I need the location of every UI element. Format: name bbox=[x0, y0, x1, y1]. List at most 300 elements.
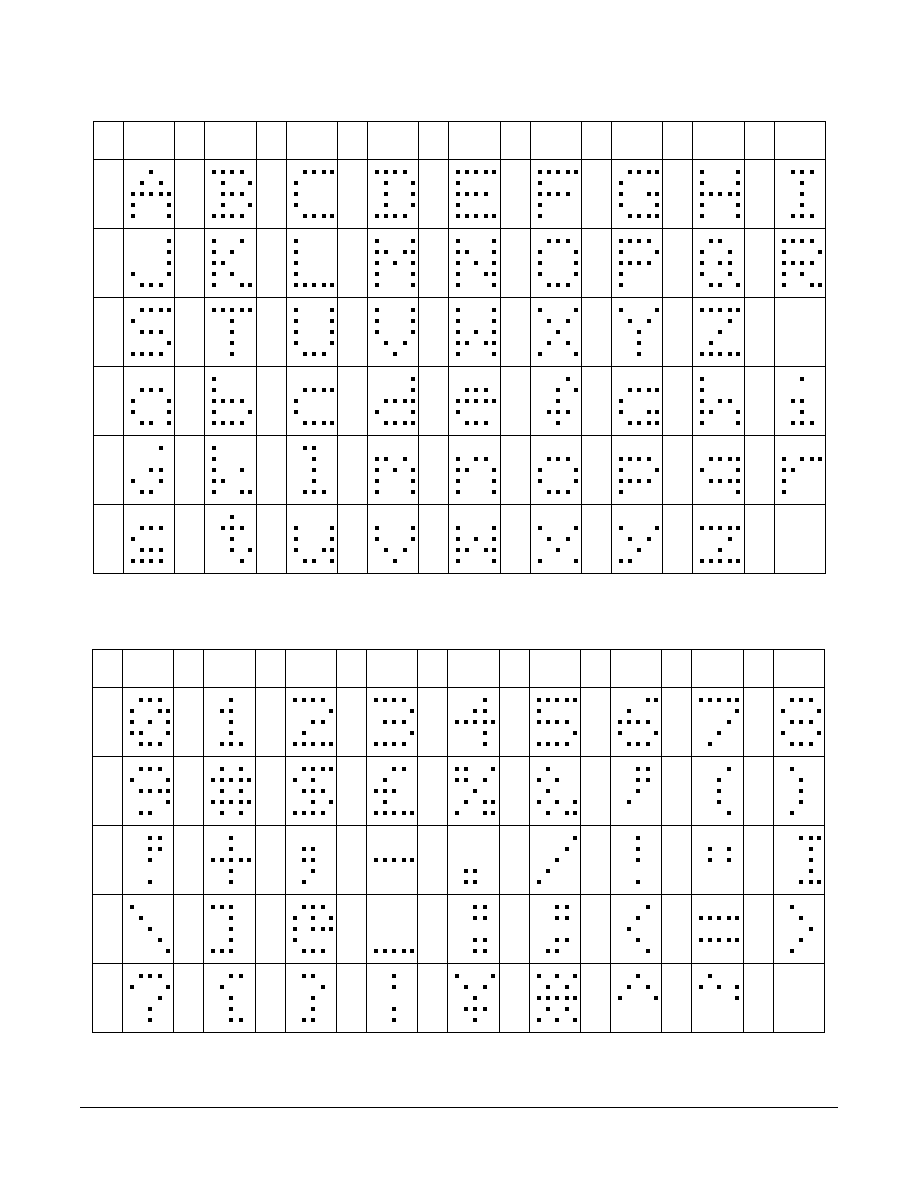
glyph-cell bbox=[124, 367, 175, 436]
glyph-dot bbox=[402, 720, 406, 724]
glyph-cell bbox=[124, 160, 175, 229]
glyph-dot bbox=[709, 239, 713, 243]
glyph-dot bbox=[455, 811, 459, 815]
glyph-dot bbox=[538, 261, 542, 265]
glyph-dot bbox=[790, 767, 794, 771]
row-label-cell bbox=[94, 505, 124, 574]
glyph-dot bbox=[565, 1007, 569, 1011]
glyph-dot bbox=[700, 203, 704, 207]
glyph-dot bbox=[148, 880, 152, 884]
glyph-dot bbox=[374, 698, 378, 702]
glyph-dot bbox=[555, 996, 559, 1000]
glyph-dot bbox=[628, 559, 632, 563]
glyph-dot bbox=[727, 767, 731, 771]
glyph-dot bbox=[547, 457, 551, 461]
glyph-dot bbox=[240, 192, 244, 196]
glyph-dot bbox=[248, 410, 252, 414]
dot-matrix-glyph bbox=[531, 298, 582, 365]
glyph-dot bbox=[456, 410, 460, 414]
glyph-dot bbox=[546, 767, 550, 771]
glyph-dot bbox=[220, 858, 224, 862]
glyph-dot bbox=[636, 836, 640, 840]
dot-matrix-glyph bbox=[204, 826, 255, 893]
glyph-dot bbox=[456, 319, 460, 323]
glyph-dot bbox=[240, 239, 244, 243]
glyph-dot bbox=[647, 239, 651, 243]
glyph-dot bbox=[736, 203, 740, 207]
glyph-dot bbox=[455, 974, 459, 978]
glyph-dot bbox=[239, 767, 243, 771]
glyph-dot bbox=[537, 698, 541, 702]
dot-matrix-glyph bbox=[368, 505, 419, 572]
header-cell bbox=[692, 650, 743, 688]
glyph-dot bbox=[636, 858, 640, 862]
glyph-dot bbox=[383, 698, 387, 702]
glyph-dot bbox=[411, 479, 415, 483]
dot-matrix-glyph bbox=[124, 367, 175, 434]
glyph-dot bbox=[375, 308, 379, 312]
dot-matrix-glyph bbox=[367, 826, 418, 893]
glyph-dot bbox=[790, 811, 794, 815]
glyph-dot bbox=[167, 410, 171, 414]
glyph-dot bbox=[303, 170, 307, 174]
header-cell bbox=[93, 650, 123, 688]
glyph-dot bbox=[220, 709, 224, 713]
glyph-dot bbox=[384, 214, 388, 218]
glyph-dot bbox=[330, 330, 334, 334]
glyph-dot bbox=[212, 377, 216, 381]
dot-matrix-glyph bbox=[775, 505, 826, 572]
glyph-dot bbox=[247, 858, 251, 862]
glyph-dot bbox=[547, 192, 551, 196]
glyph-dot bbox=[312, 446, 316, 450]
glyph-dot bbox=[167, 272, 171, 276]
glyph-dot bbox=[628, 388, 632, 392]
glyph-dot bbox=[718, 239, 722, 243]
row-label-cell bbox=[499, 688, 529, 757]
dot-matrix-glyph bbox=[449, 367, 500, 434]
dot-matrix-glyph bbox=[448, 895, 499, 962]
glyph-dot bbox=[229, 698, 233, 702]
row-label-cell bbox=[256, 229, 286, 298]
glyph-dot bbox=[636, 880, 640, 884]
glyph-dot bbox=[566, 170, 570, 174]
glyph-dot bbox=[546, 720, 550, 724]
dot-matrix-glyph bbox=[612, 160, 663, 227]
glyph-dot bbox=[655, 250, 659, 254]
glyph-dot bbox=[700, 214, 704, 218]
row-label-cell bbox=[419, 298, 449, 367]
glyph-dot bbox=[166, 985, 170, 989]
glyph-dot bbox=[322, 548, 326, 552]
row-label-cell bbox=[256, 160, 286, 229]
glyph-dot bbox=[718, 352, 722, 356]
glyph-dot bbox=[700, 410, 704, 414]
header-row bbox=[93, 650, 825, 688]
dot-matrix-glyph bbox=[368, 298, 419, 365]
glyph-dot bbox=[655, 203, 659, 207]
glyph-cell bbox=[286, 160, 337, 229]
glyph-cell bbox=[693, 436, 744, 505]
glyph-dot bbox=[717, 778, 721, 782]
glyph-dot bbox=[411, 319, 415, 323]
glyph-dot bbox=[410, 858, 414, 862]
glyph-dot bbox=[312, 170, 316, 174]
glyph-cell bbox=[368, 298, 419, 367]
glyph-dot bbox=[456, 548, 460, 552]
dot-matrix-glyph bbox=[692, 895, 743, 962]
glyph-dot bbox=[392, 698, 396, 702]
glyph-cell bbox=[530, 367, 581, 436]
glyph-cell bbox=[123, 757, 174, 826]
glyph-dot bbox=[708, 698, 712, 702]
glyph-dot bbox=[574, 261, 578, 265]
glyph-dot bbox=[383, 742, 387, 746]
glyph-dot bbox=[556, 239, 560, 243]
glyph-dot bbox=[654, 996, 658, 1000]
glyph-dot bbox=[546, 789, 550, 793]
glyph-dot bbox=[700, 250, 704, 254]
glyph-cell bbox=[367, 826, 418, 895]
dot-matrix-glyph bbox=[774, 895, 825, 962]
glyph-dot bbox=[619, 399, 623, 403]
glyph-cell bbox=[774, 505, 825, 574]
glyph-dot bbox=[303, 559, 307, 563]
glyph-dot bbox=[166, 709, 170, 713]
glyph-cell bbox=[692, 688, 743, 757]
glyph-dot bbox=[239, 789, 243, 793]
row-label-cell bbox=[175, 298, 205, 367]
glyph-dot bbox=[221, 399, 225, 403]
glyph-dot bbox=[619, 457, 623, 461]
glyph-dot bbox=[556, 410, 560, 414]
glyph-dot bbox=[374, 811, 378, 815]
glyph-cell bbox=[693, 298, 744, 367]
glyph-dot bbox=[547, 239, 551, 243]
glyph-dot bbox=[782, 250, 786, 254]
glyph-dot bbox=[159, 559, 163, 563]
glyph-dot bbox=[403, 170, 407, 174]
row-label-cell bbox=[418, 895, 448, 964]
glyph-dot bbox=[484, 170, 488, 174]
row-label-cell bbox=[337, 367, 367, 436]
glyph-dot bbox=[302, 698, 306, 702]
glyph-dot bbox=[159, 526, 163, 530]
glyph-dot bbox=[411, 468, 415, 472]
glyph-dot bbox=[718, 526, 722, 530]
glyph-dot bbox=[700, 170, 704, 174]
glyph-dot bbox=[220, 767, 224, 771]
glyph-dot bbox=[456, 250, 460, 254]
glyph-dot bbox=[248, 548, 252, 552]
dot-matrix-glyph bbox=[368, 367, 419, 434]
glyph-cell bbox=[205, 229, 256, 298]
glyph-dot bbox=[330, 170, 334, 174]
glyph-dot bbox=[240, 490, 244, 494]
glyph-dot bbox=[736, 559, 740, 563]
header-cell bbox=[368, 122, 419, 160]
glyph-dot bbox=[736, 479, 740, 483]
header-cell bbox=[286, 122, 337, 160]
glyph-dot bbox=[229, 1007, 233, 1011]
glyph-dot bbox=[229, 938, 233, 942]
glyph-dot bbox=[303, 421, 307, 425]
glyph-dot bbox=[410, 709, 414, 713]
glyph-dot bbox=[718, 457, 722, 461]
glyph-dot bbox=[718, 283, 722, 287]
glyph-dot bbox=[555, 905, 559, 909]
glyph-dot bbox=[565, 996, 569, 1000]
glyph-dot bbox=[456, 457, 460, 461]
glyph-dot bbox=[230, 537, 234, 541]
glyph-dot bbox=[294, 537, 298, 541]
glyph-dot bbox=[456, 308, 460, 312]
glyph-dot bbox=[782, 479, 786, 483]
glyph-dot bbox=[474, 457, 478, 461]
glyph-dot bbox=[411, 283, 415, 287]
glyph-dot bbox=[492, 330, 496, 334]
glyph-dot bbox=[239, 778, 243, 782]
glyph-dot bbox=[799, 800, 803, 804]
glyph-dot bbox=[159, 192, 163, 196]
glyph-dot bbox=[492, 341, 496, 345]
glyph-cell bbox=[610, 895, 661, 964]
dot-matrix-glyph bbox=[449, 160, 500, 227]
glyph-dot bbox=[637, 352, 641, 356]
row-label-cell bbox=[499, 826, 529, 895]
glyph-dot bbox=[229, 778, 233, 782]
row-label-cell bbox=[580, 826, 610, 895]
glyph-dot bbox=[211, 800, 215, 804]
glyph-dot bbox=[239, 1018, 243, 1022]
glyph-dot bbox=[555, 974, 559, 978]
glyph-dot bbox=[800, 181, 804, 185]
glyph-cell bbox=[448, 826, 499, 895]
glyph-cell bbox=[368, 436, 419, 505]
glyph-dot bbox=[810, 239, 814, 243]
glyph-row bbox=[93, 826, 825, 895]
glyph-dot bbox=[240, 468, 244, 472]
glyph-dot bbox=[159, 330, 163, 334]
glyph-dot bbox=[159, 479, 163, 483]
glyph-dot bbox=[374, 858, 378, 862]
glyph-dot bbox=[239, 811, 243, 815]
glyph-dot bbox=[718, 479, 722, 483]
glyph-dot bbox=[555, 720, 559, 724]
dot-matrix-glyph bbox=[368, 436, 419, 503]
glyph-dot bbox=[484, 341, 488, 345]
glyph-dot bbox=[311, 974, 315, 978]
glyph-dot bbox=[627, 800, 631, 804]
glyph-dot bbox=[140, 559, 144, 563]
glyph-dot bbox=[474, 170, 478, 174]
glyph-dot bbox=[547, 490, 551, 494]
dot-matrix-glyph bbox=[123, 895, 174, 962]
glyph-dot bbox=[537, 709, 541, 713]
glyph-dot bbox=[139, 698, 143, 702]
glyph-dot bbox=[646, 905, 650, 909]
glyph-dot bbox=[411, 330, 415, 334]
glyph-cell bbox=[610, 688, 661, 757]
glyph-dot bbox=[573, 996, 577, 1000]
glyph-dot bbox=[708, 916, 712, 920]
glyph-dot bbox=[402, 858, 406, 862]
glyph-dot bbox=[538, 192, 542, 196]
dot-matrix-glyph bbox=[205, 505, 256, 572]
glyph-dot bbox=[538, 352, 542, 356]
glyph-dot bbox=[699, 985, 703, 989]
glyph-dot bbox=[483, 1007, 487, 1011]
glyph-dot bbox=[646, 767, 650, 771]
row-label-cell bbox=[662, 895, 692, 964]
glyph-cell bbox=[205, 160, 256, 229]
glyph-dot bbox=[736, 181, 740, 185]
row-label-cell bbox=[662, 964, 692, 1033]
glyph-dot bbox=[329, 742, 333, 746]
glyph-dot bbox=[818, 457, 822, 461]
dot-matrix-glyph bbox=[286, 757, 337, 824]
glyph-dot bbox=[384, 192, 388, 196]
glyph-dot bbox=[484, 548, 488, 552]
glyph-dot bbox=[383, 800, 387, 804]
glyph-dot bbox=[140, 330, 144, 334]
glyph-dot bbox=[709, 352, 713, 356]
glyph-dot bbox=[464, 1007, 468, 1011]
glyph-dot bbox=[330, 559, 334, 563]
glyph-dot bbox=[456, 468, 460, 472]
glyph-dot bbox=[302, 789, 306, 793]
dot-matrix-glyph bbox=[124, 229, 175, 296]
dot-matrix-glyph bbox=[692, 688, 743, 755]
row-label-cell bbox=[255, 964, 285, 1033]
glyph-dot bbox=[240, 399, 244, 403]
glyph-dot bbox=[392, 949, 396, 953]
glyph-dot bbox=[302, 949, 306, 953]
glyph-dot bbox=[465, 250, 469, 254]
glyph-dot bbox=[483, 731, 487, 735]
glyph-dot bbox=[546, 996, 550, 1000]
glyph-dot bbox=[392, 742, 396, 746]
glyph-dot bbox=[727, 811, 731, 815]
glyph-dot bbox=[647, 261, 651, 265]
glyph-dot bbox=[555, 938, 559, 942]
header-cell bbox=[449, 122, 500, 160]
glyph-cell bbox=[285, 826, 336, 895]
glyph-dot bbox=[565, 905, 569, 909]
glyph-dot bbox=[736, 490, 740, 494]
glyph-dot bbox=[311, 1018, 315, 1022]
glyph-cell bbox=[123, 895, 174, 964]
glyph-dot bbox=[565, 985, 569, 989]
row-label-cell bbox=[500, 229, 530, 298]
glyph-dot bbox=[149, 308, 153, 312]
glyph-dot bbox=[375, 239, 379, 243]
glyph-cell bbox=[285, 964, 336, 1033]
dot-matrix-glyph bbox=[205, 436, 256, 503]
row-label-cell bbox=[175, 436, 205, 505]
row-label-cell bbox=[581, 298, 611, 367]
glyph-dot bbox=[321, 927, 325, 931]
glyph-dot bbox=[411, 250, 415, 254]
glyph-cell bbox=[692, 757, 743, 826]
row-label-cell bbox=[743, 964, 773, 1033]
glyph-dot bbox=[538, 181, 542, 185]
dot-matrix-glyph bbox=[286, 826, 337, 893]
glyph-dot bbox=[556, 192, 560, 196]
dot-matrix-glyph bbox=[692, 964, 743, 1031]
glyph-dot bbox=[139, 974, 143, 978]
glyph-row bbox=[93, 688, 825, 757]
glyph-dot bbox=[546, 1007, 550, 1011]
glyph-dot bbox=[220, 985, 224, 989]
row-label-cell bbox=[744, 505, 774, 574]
glyph-cell bbox=[124, 298, 175, 367]
glyph-dot bbox=[483, 709, 487, 713]
glyph-dot bbox=[311, 996, 315, 1000]
glyph-dot bbox=[537, 720, 541, 724]
glyph-dot bbox=[294, 548, 298, 552]
glyph-cell bbox=[205, 298, 256, 367]
glyph-dot bbox=[230, 192, 234, 196]
glyph-dot bbox=[159, 548, 163, 552]
glyph-cell bbox=[449, 367, 500, 436]
glyph-dot bbox=[574, 479, 578, 483]
glyph-dot bbox=[239, 800, 243, 804]
glyph-dot bbox=[294, 399, 298, 403]
glyph-dot bbox=[321, 720, 325, 724]
glyph-dot bbox=[574, 308, 578, 312]
glyph-cell bbox=[205, 436, 256, 505]
glyph-dot bbox=[636, 767, 640, 771]
glyph-dot bbox=[464, 778, 468, 782]
dot-matrix-glyph bbox=[531, 367, 582, 434]
glyph-dot bbox=[240, 526, 244, 530]
glyph-dot bbox=[483, 916, 487, 920]
glyph-dot bbox=[619, 468, 623, 472]
glyph-cell bbox=[367, 895, 418, 964]
footer-rule bbox=[80, 1107, 838, 1108]
dot-matrix-glyph bbox=[693, 160, 744, 227]
glyph-dot bbox=[555, 800, 559, 804]
glyph-dot bbox=[158, 847, 162, 851]
glyph-dot bbox=[782, 468, 786, 472]
glyph-dot bbox=[492, 468, 496, 472]
glyph-dot bbox=[148, 698, 152, 702]
glyph-dot bbox=[619, 192, 623, 196]
glyph-dot bbox=[411, 421, 415, 425]
dot-matrix-glyph bbox=[612, 436, 663, 503]
glyph-dot bbox=[473, 905, 477, 909]
glyph-dot bbox=[709, 457, 713, 461]
glyph-dot bbox=[736, 468, 740, 472]
glyph-dot bbox=[375, 261, 379, 265]
glyph-dot bbox=[800, 239, 804, 243]
glyph-dot bbox=[537, 800, 541, 804]
dot-matrix-glyph bbox=[367, 964, 418, 1031]
glyph-cell bbox=[692, 826, 743, 895]
row-label-cell bbox=[744, 229, 774, 298]
glyph-dot bbox=[728, 261, 732, 265]
glyph-dot bbox=[556, 399, 560, 403]
glyph-dot bbox=[709, 192, 713, 196]
glyph-dot bbox=[484, 272, 488, 276]
glyph-dot bbox=[483, 742, 487, 746]
glyph-dot bbox=[230, 352, 234, 356]
glyph-dot bbox=[492, 479, 496, 483]
glyph-dot bbox=[800, 457, 804, 461]
glyph-dot bbox=[374, 742, 378, 746]
glyph-dot bbox=[628, 239, 632, 243]
